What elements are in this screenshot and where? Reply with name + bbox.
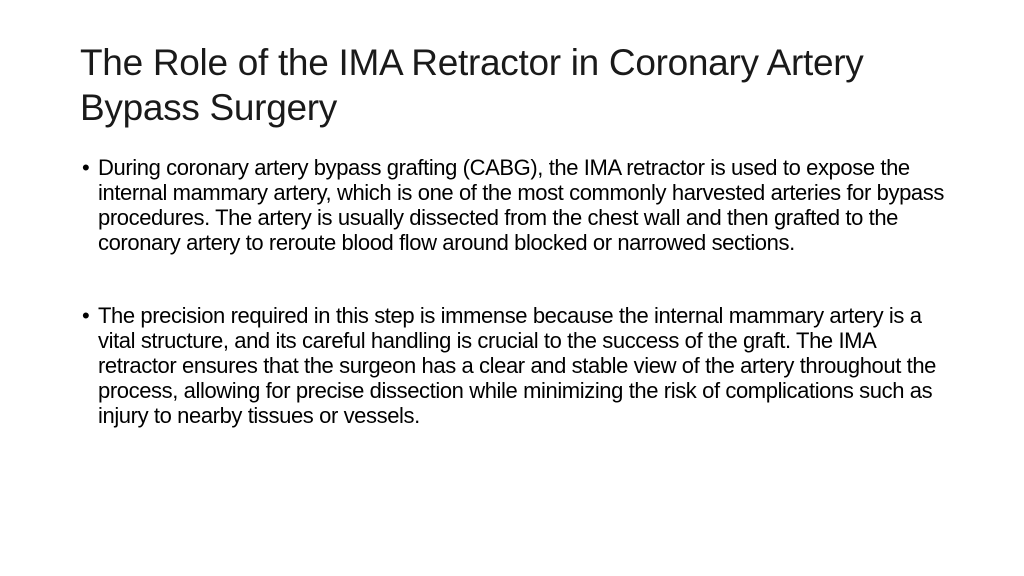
bullet-item [82, 155, 948, 255]
slide-title: The Role of the IMA Retractor in Coronary Artery Bypass Surgery [80, 42, 864, 128]
bullet-list [82, 155, 948, 476]
bullet-item [82, 303, 948, 428]
bullet-icon: • [82, 303, 90, 328]
bullet-text: The precision required in this step is immense because the internal mammary artery is a vital structure, and its careful handling is crucial to the success of the graft. The IMA retractor ensures that the surgeon has a clear and stable view of the artery throughout the process, allowing for precise dissection while minimizing the risk of complications such as injury to nearby tissues or vessels. [98, 303, 937, 428]
bullet-text: During coronary artery bypass grafting (CABG), the IMA retractor is used to expose the internal mammary artery, which is one of the most commonly harvested arteries for bypass procedures. The artery is usually dissected from the chest wall and then grafted to the coronary artery to reroute blood flow around blocked or narrowed sections. [98, 155, 944, 255]
bullet-icon: • [82, 155, 90, 180]
